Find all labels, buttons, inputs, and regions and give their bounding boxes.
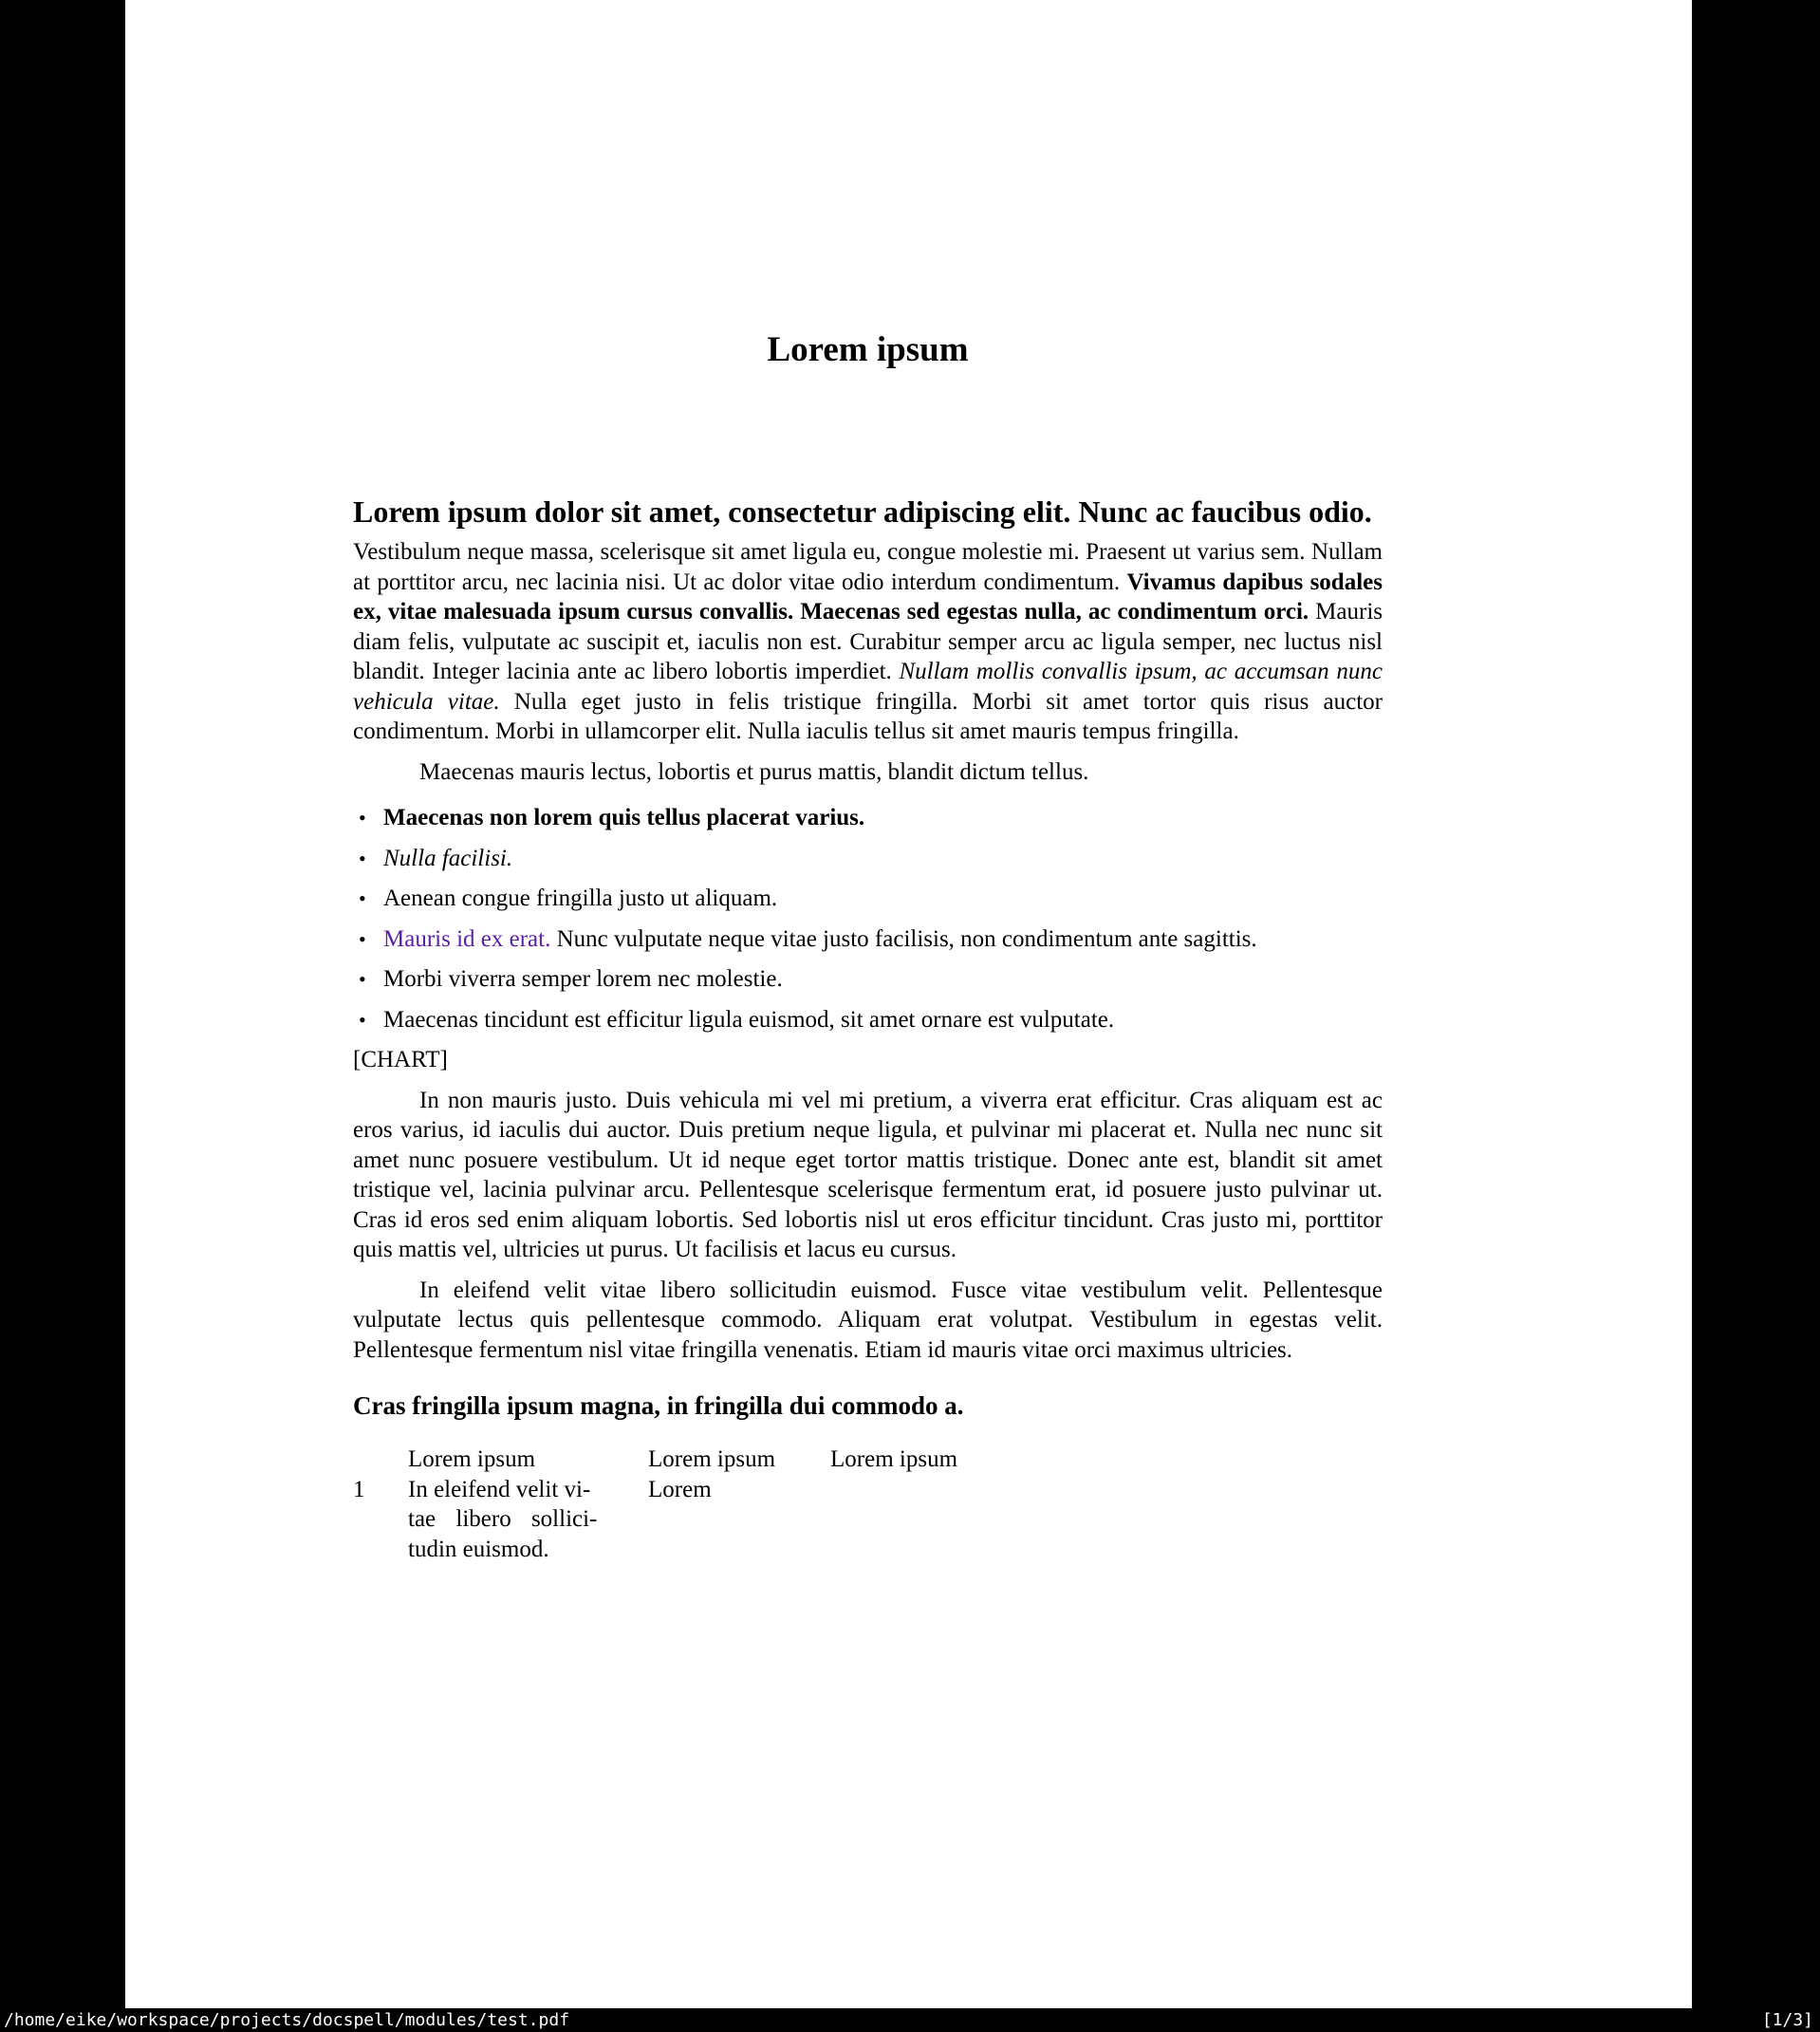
- bullet-item-label: [383, 924, 1383, 955]
- pdf-page: [125, 0, 1692, 2008]
- page-content: [353, 328, 1383, 1564]
- bullet-icon: •: [359, 967, 366, 991]
- chart-placeholder: [CHART]: [353, 1047, 448, 1072]
- table-row-number: 1: [353, 1476, 365, 1502]
- section-heading: Lorem ipsum dolor sit amet, consectetur adipiscing elit. Nunc ac faucibus odio.: [353, 494, 1372, 529]
- table-header-cell: Lorem ipsum: [408, 1446, 536, 1472]
- bullet-item-label: Nulla facilisi.: [383, 845, 513, 871]
- bullet-item: [353, 884, 1383, 914]
- paragraph-2: In non mauris justo. Duis vehicula mi vel mi pretium, a viverra erat efficitur. Cras aliquam est ac eros varius, id iaculis dui auctor. Duis pretium neque ligula, et pulvinar mi placerat et. Nulla nec nunc sit amet nunc posuere vestibulum. Ut id neque eget tortor mattis tristique. Donec ante est, blandit sit amet tristique vel, lacinia pulvinar arcu. Pellentesque scelerisque fermentum erat, id posuere justo pulvinar ut. Cras id eros sed enim aliquam lobortis. Sed lobortis nisl ut eros efficitur tincidunt. Cras justo mi, porttitor quis mattis vel, ultricies ut purus. Ut facilisis et lacus eu cursus.: [353, 1087, 1383, 1262]
- paragraph-3: In eleifend velit vitae libero sollicitudin euismod. Fusce vitae vestibulum velit. Pellentesque vulputate lectus quis pellentesque commodo. Aliquam erat volutpat. Vestibulum in egestas velit. Pellentesque fermentum nisl vitae fringilla venenatis. Etiam id mauris vitae orci maximus ultricies.: [353, 1277, 1383, 1363]
- table-cell-line: In eleifend velit vi-: [408, 1476, 591, 1502]
- bullet-item-label: Maecenas non lorem quis tellus placerat varius.: [383, 805, 865, 830]
- page-indicator: [1/3]: [1761, 2010, 1813, 2030]
- standalone-paragraph: Maecenas mauris lectus, lobortis et purus mattis, blandit dictum tellus.: [419, 758, 1089, 785]
- bullet-item-label: Maecenas tincidunt est efficitur ligula euismod, sit amet ornare est vulputate.: [383, 1006, 1115, 1033]
- bullet-icon: •: [359, 926, 366, 951]
- bullet-icon: •: [359, 1007, 366, 1032]
- table-header-cell: Lorem ipsum: [648, 1446, 776, 1472]
- bullet-item-label: Aenean congue fringilla justo ut aliquam.: [383, 886, 778, 911]
- data-table: [353, 1445, 1383, 1564]
- bullet-item-label-rest: Nunc vulputate neque vitae justo facilisis, non condimentum ante sagittis.: [550, 925, 1257, 952]
- paragraph-1-bold-segment: Vivamus dapibus sodales ex, vitae malesuada ipsum cursus convallis. Maecenas sed egestas nulla, ac condimentum orci.: [353, 569, 1383, 625]
- bullet-item: [353, 803, 1383, 833]
- bullet-icon: •: [359, 806, 366, 830]
- bullet-item: [353, 964, 1383, 995]
- table-cell: [830, 1475, 1383, 1565]
- bullet-item: [353, 844, 1383, 874]
- table-header-cell: [353, 1445, 408, 1475]
- bullet-item: [353, 924, 1383, 955]
- paragraph-1-italic-segment: Nullam mollis convallis ipsum, ac accumsan nunc vehicula vitae.: [353, 659, 1383, 715]
- table-cell: [408, 1475, 648, 1565]
- table-cell: Lorem: [648, 1476, 712, 1502]
- table-cell-line: tae libero sollici-: [408, 1506, 598, 1532]
- hyperlink[interactable]: Mauris id ex erat.: [383, 925, 551, 952]
- subsection-heading: Cras fringilla ipsum magna, in fringilla dui commodo a.: [353, 1391, 964, 1420]
- file-path: /home/eike/workspace/projects/docspell/modules/test.pdf: [4, 2010, 570, 2030]
- paragraph-1-segment: Mauris diam felis, vulputate ac suscipit et, iaculis non est. Curabitur semper arcu ac ligula semper, nec luctus nisl blandit. Integer lacinia ante ac libero lobortis imperdiet.: [353, 599, 1383, 684]
- status-bar: [0, 2008, 1820, 2032]
- bullet-list: [353, 803, 1383, 1035]
- bullet-item: [353, 1005, 1383, 1035]
- table-cell-line: tudin euismod.: [408, 1536, 549, 1562]
- paragraph-1: [353, 537, 1383, 747]
- document-title: Lorem ipsum: [767, 330, 969, 369]
- bullet-item-label: Morbi viverra semper lorem nec molestie.: [383, 966, 783, 992]
- table-header-cell: Lorem ipsum: [830, 1446, 958, 1472]
- paragraph-1-segment: Nulla eget justo in felis tristique fringilla. Morbi sit amet tortor quis risus auctor condimentum. Morbi in ullamcorper elit. Nulla iaculis tellus sit amet mauris tempus fringilla.: [353, 688, 1383, 744]
- bullet-icon: •: [359, 886, 366, 910]
- paragraph-1-segment: Vestibulum neque massa, scelerisque sit amet ligula eu, congue molestie mi. Praesent ut varius sem. Nullam at porttitor arcu, nec lacinia nisi. Ut ac dolor vitae odio interdum condimentum.: [353, 539, 1383, 595]
- bullet-icon: •: [359, 846, 366, 870]
